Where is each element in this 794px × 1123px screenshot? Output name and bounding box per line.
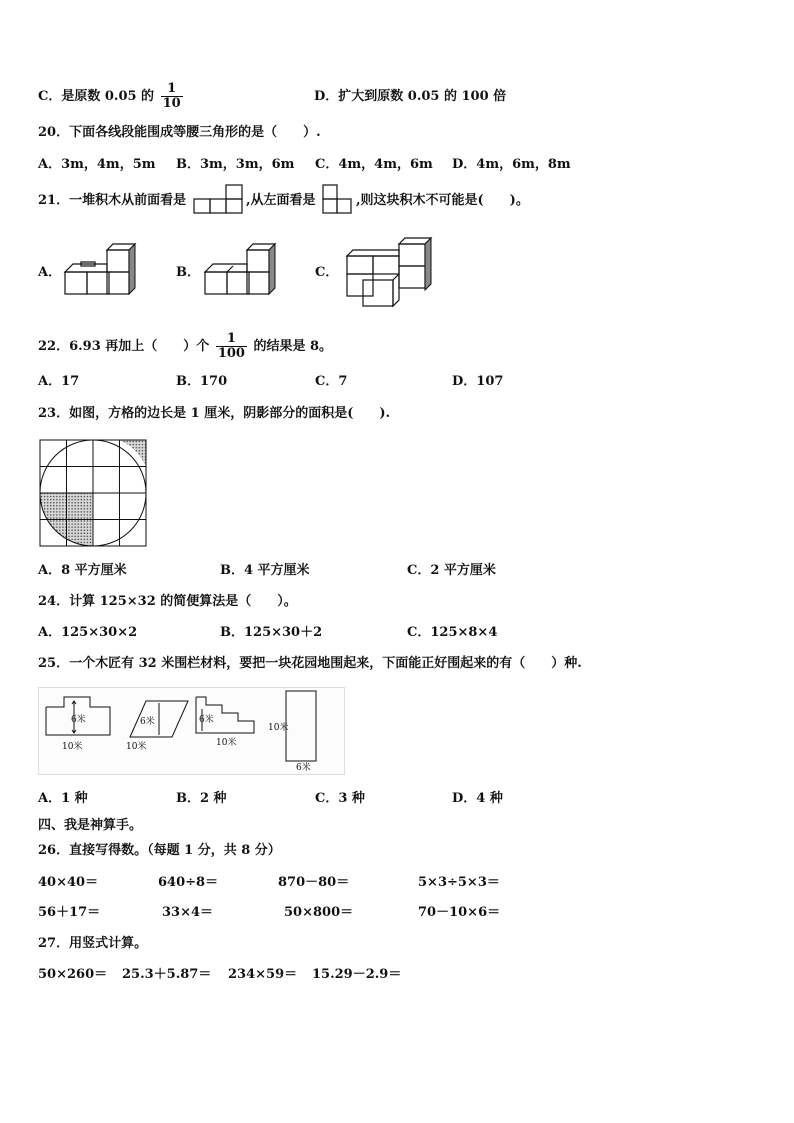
q21-stem-b: ,从左面看是 (246, 193, 316, 208)
q25-option-a[interactable]: A．1 种 (38, 791, 88, 806)
q26-item[interactable]: 33×4＝ (162, 905, 214, 920)
q26-item[interactable]: 870－80＝ (278, 875, 350, 890)
block-figure-c[interactable] (343, 238, 435, 310)
q21-option-c[interactable]: C． (315, 265, 339, 280)
q20-option-c[interactable]: C．4m，4m，6m (315, 157, 433, 172)
q23-option-b[interactable]: B．4 平方厘米 (220, 563, 310, 578)
section-4-heading: 四、我是神算手。 (38, 818, 143, 833)
left-view-figure (322, 185, 356, 215)
q25-option-c[interactable]: C．3 种 (315, 791, 365, 806)
block-figure-b[interactable] (203, 244, 281, 302)
q22-option-c[interactable]: C．7 (315, 374, 348, 389)
q24-stem: 24．计算 125×32 的简便算法是（ ）。 (38, 594, 297, 609)
q26-item[interactable]: 50×800＝ (284, 905, 354, 920)
q26-item[interactable]: 56＋17＝ (38, 905, 101, 920)
q27-stem: 27．用竖式计算。 (38, 936, 148, 951)
q25-label-ten-1: 10米 (62, 742, 83, 752)
q20-option-d[interactable]: D．4m，6m，8m (452, 157, 571, 172)
q19-option-d[interactable]: D．扩大到原数 0.05 的 100 倍 (314, 89, 507, 104)
q27-item[interactable]: 25.3＋5.87＝ (122, 967, 212, 982)
q21-option-b[interactable]: B． (176, 265, 200, 280)
q26-item[interactable]: 70－10×6＝ (418, 905, 501, 920)
q27-item[interactable]: 15.29－2.9＝ (312, 967, 402, 982)
q21-option-a[interactable]: A． (38, 265, 62, 280)
q25-stem: 25．一个木匠有 32 米围栏材料，要把一块花园地围起来，下面能正好围起来的有（ ）种. (38, 656, 582, 671)
q22-fraction: $\frac{1}{100}$ (217, 331, 245, 361)
q25-label-ten-4: 10米 (268, 723, 289, 733)
q19-fraction: $\frac{1}{10}$ (162, 81, 181, 111)
q25-label-ten-2: 10米 (126, 742, 147, 752)
front-view-figure (193, 185, 245, 215)
q23-option-a[interactable]: A．8 平方厘米 (38, 563, 127, 578)
q27-item[interactable]: 50×260＝ (38, 967, 108, 982)
q25-option-b[interactable]: B．2 种 (176, 791, 227, 806)
q20-stem: 20．下面各线段能围成等腰三角形的是（ ）. (38, 125, 321, 140)
q22-option-d[interactable]: D．107 (452, 374, 504, 389)
q20-option-b[interactable]: B．3m，3m，6m (176, 157, 295, 172)
q25-label-six-3: 6米 (199, 715, 214, 725)
q22-option-b[interactable]: B．170 (176, 374, 228, 389)
q19-option-c-text: C．是原数 0.05 的 (38, 89, 155, 104)
q22-option-a[interactable]: A．17 (38, 374, 80, 389)
circle-grid-figure (40, 440, 146, 546)
q24-option-b[interactable]: B．125×30＋2 (220, 625, 323, 640)
q23-stem: 23．如图，方格的边长是 1 厘米，阴影部分的面积是( ). (38, 406, 391, 421)
block-figure-a[interactable] (63, 244, 141, 302)
q21-stem-c: ,则这块积木不可能是( )。 (356, 193, 529, 208)
q25-label-ten-3: 10米 (216, 738, 237, 748)
q22-stem (38, 332, 332, 361)
q22-stem-a: 22．6.93 再加上（ ）个 (38, 339, 210, 354)
q26-stem: 26．直接写得数。（每题 1 分，共 8 分） (38, 843, 281, 858)
q26-item[interactable]: 5×3÷5×3＝ (418, 875, 500, 890)
q25-option-d[interactable]: D．4 种 (452, 791, 503, 806)
q26-item[interactable]: 40×40＝ (38, 875, 99, 890)
q19-option-c[interactable] (38, 82, 185, 111)
q21-stem-a: 21．一堆积木从前面看是 (38, 193, 187, 208)
q25-label-six-2: 6米 (140, 717, 155, 727)
q25-label-six-1: 6米 (71, 715, 86, 725)
q24-option-a[interactable]: A．125×30×2 (38, 625, 138, 640)
q27-item[interactable]: 234×59＝ (228, 967, 298, 982)
q22-stem-b: 的结果是 8。 (253, 339, 333, 354)
q23-option-c[interactable]: C．2 平方厘米 (407, 563, 496, 578)
q24-option-c[interactable]: C．125×8×4 (407, 625, 498, 640)
q26-item[interactable]: 640÷8＝ (158, 875, 219, 890)
q25-label-six-4: 6米 (296, 763, 311, 773)
q20-option-a[interactable]: A．3m，4m，5m (38, 157, 156, 172)
